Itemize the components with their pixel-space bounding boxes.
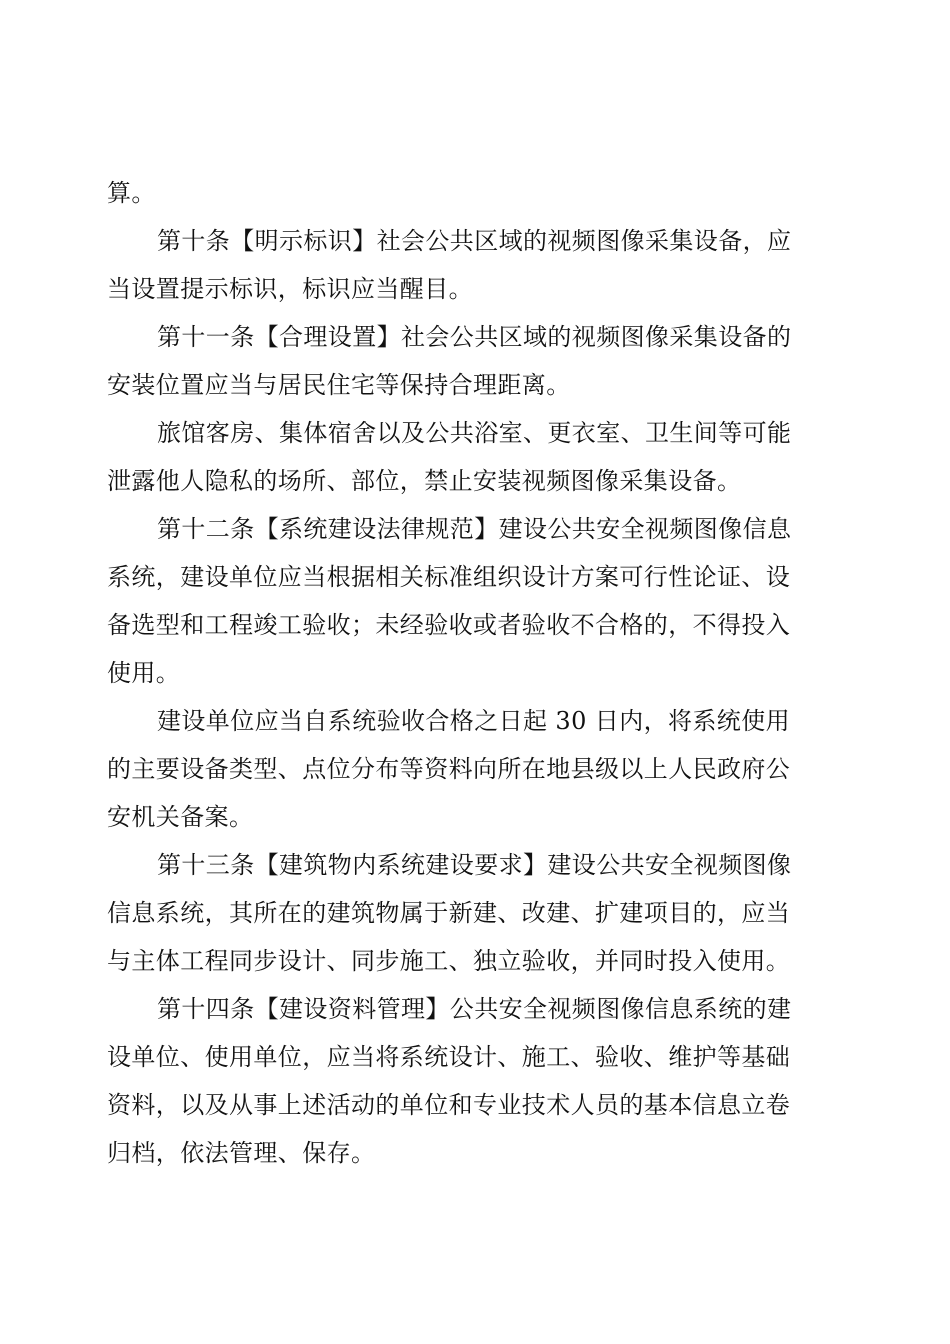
- article-11-line-1: 第十一条【合理设置】社会公共区域的视频图像采集设备的: [157, 323, 792, 351]
- article-12-line-2: 系统，建设单位应当根据相关标准组织设计方案可行性论证、设: [107, 563, 791, 591]
- article-14-line-4: 归档，依法管理、保存。: [107, 1139, 376, 1167]
- article-12-paragraph-2-line-2: 的主要设备类型、点位分布等资料向所在地县级以上人民政府公: [107, 755, 791, 783]
- article-12-line-3: 备选型和工程竣工验收；未经验收或者验收不合格的，不得投入: [107, 611, 791, 639]
- article-11-paragraph-2-line-1: 旅馆客房、集体宿舍以及公共浴室、更衣室、卫生间等可能: [157, 419, 792, 447]
- article-12-line-1: 第十二条【系统建设法律规范】建设公共安全视频图像信息: [157, 515, 792, 543]
- article-11-paragraph-2-line-2: 泄露他人隐私的场所、部位，禁止安装视频图像采集设备。: [107, 467, 742, 495]
- document-body: [107, 169, 827, 1177]
- article-10-line-1: 第十条【明示标识】社会公共区域的视频图像采集设备，应: [157, 227, 792, 255]
- article-13-line-3: 与主体工程同步设计、同步施工、独立验收，并同时投入使用。: [107, 947, 791, 975]
- article-12-paragraph-2-line-1: 建设单位应当自系统验收合格之日起 30 日内，将系统使用: [157, 707, 790, 735]
- article-10-line-2: 当设置提示标识，标识应当醒目。: [107, 275, 473, 303]
- paragraph-continuation-line-1: 算。: [107, 179, 156, 207]
- article-13-line-2: 信息系统，其所在的建筑物属于新建、改建、扩建项目的，应当: [107, 899, 791, 927]
- article-12-paragraph-2-line-3: 安机关备案。: [107, 803, 254, 831]
- article-13-line-1: 第十三条【建筑物内系统建设要求】建设公共安全视频图像: [157, 851, 792, 879]
- article-11-line-2: 安装位置应当与居民住宅等保持合理距离。: [107, 371, 571, 399]
- article-14-line-3: 资料，以及从事上述活动的单位和专业技术人员的基本信息立卷: [107, 1091, 791, 1119]
- article-12-line-4: 使用。: [107, 659, 181, 687]
- article-14-line-1: 第十四条【建设资料管理】公共安全视频图像信息系统的建: [157, 995, 792, 1023]
- article-14-line-2: 设单位、使用单位，应当将系统设计、施工、验收、维护等基础: [107, 1043, 791, 1071]
